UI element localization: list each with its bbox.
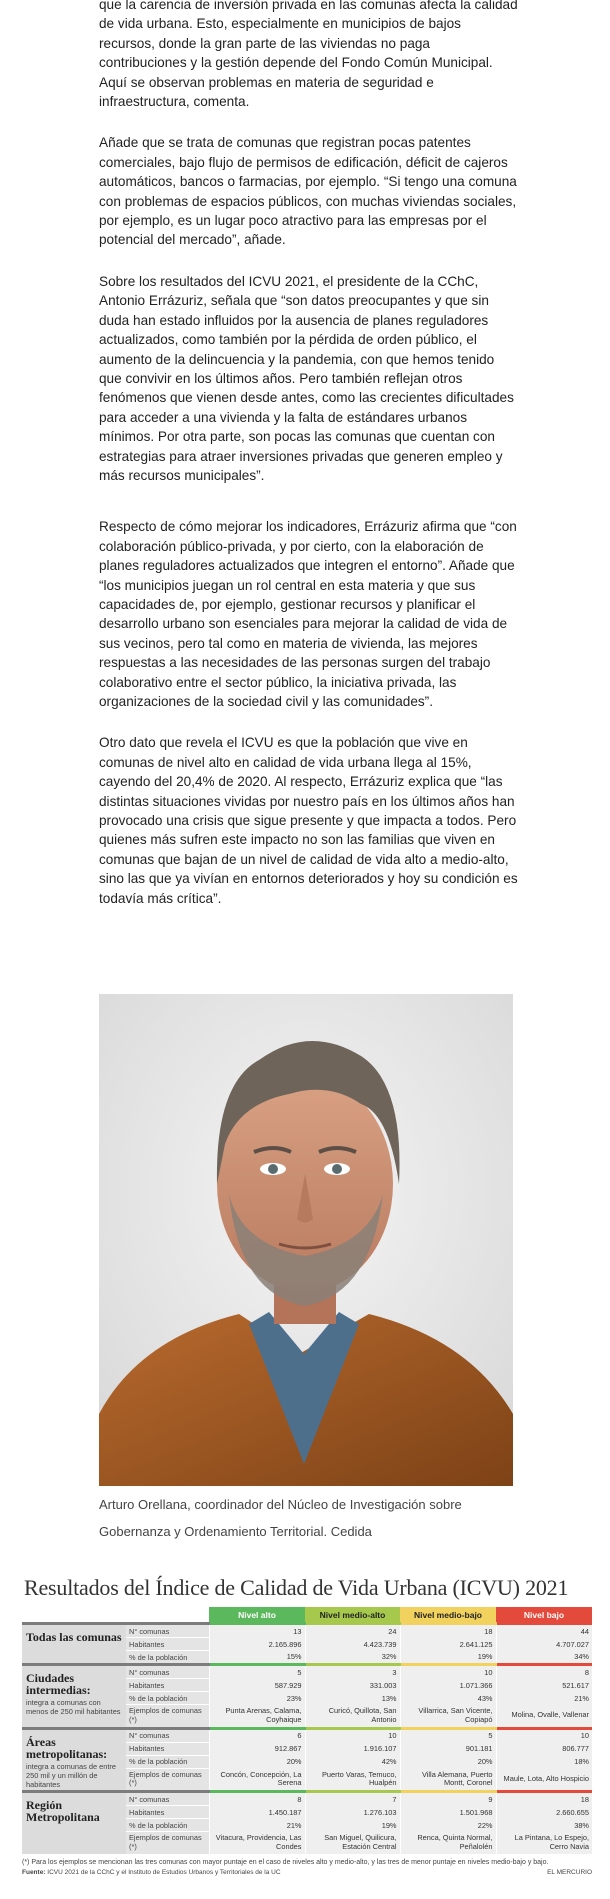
icvu-table — [22, 1607, 592, 1854]
row-label-ejemplos: Ejemplos de comunas (*) — [126, 1768, 209, 1792]
row-label-habitantes: Habitantes — [126, 1679, 209, 1692]
row-label-poblacion: % de la población — [126, 1692, 209, 1705]
source-label: Fuente: — [22, 1868, 46, 1876]
cell-habitantes: 4.423.739 — [305, 1638, 400, 1651]
row-label-poblacion: % de la población — [126, 1755, 209, 1768]
cell-poblacion: 23% — [209, 1692, 305, 1705]
cell-comunas: 8 — [209, 1792, 305, 1806]
table-row — [22, 1624, 592, 1638]
cell-comunas: 5 — [400, 1728, 496, 1742]
row-label-habitantes: Habitantes — [126, 1638, 209, 1651]
group-description: integra a comunas de entre 250 mil y un millón de habitantes — [26, 1761, 116, 1789]
cell-poblacion: 42% — [305, 1755, 400, 1768]
cell-ejemplos: Vitacura, Providencia, Las Condes — [209, 1832, 305, 1854]
cell-comunas: 10 — [496, 1728, 592, 1742]
cell-poblacion: 19% — [305, 1819, 400, 1832]
header-nivel-alto: Nivel alto — [209, 1607, 305, 1624]
cell-poblacion: 38% — [496, 1819, 592, 1832]
cell-comunas: 8 — [496, 1665, 592, 1679]
group-name: Ciudades intermedias: — [26, 1671, 91, 1697]
table-row — [22, 1728, 592, 1742]
article-paragraph-4: Respecto de cómo mejorar los indicadores, Errázuriz afirma que “con colaboración público-privada, y por cierto, con la elaboración de planes reguladores actualizados que integren el entorno”. Añade que “los municipios juegan un rol central en esta materia y que sus capacidades de, por ejemplo, gestionar recursos y planificar el desarrollo urbano son esenciales para mejorar la calidad de vida de sus vecinos, pero tal como en materia de vivienda, las mejores respuestas a las necesidades de las personas surgen del trabajo colaborativo entre el sector público, la iniciativa privada, las organizaciones de la sociedad civil y las comunidades”. — [99, 519, 517, 709]
cell-habitantes: 331.003 — [305, 1679, 400, 1692]
cell-comunas: 18 — [400, 1624, 496, 1638]
group-cell — [22, 1665, 126, 1729]
cell-habitantes: 587.929 — [209, 1679, 305, 1692]
cell-ejemplos: Maule, Lota, Alto Hospicio — [496, 1768, 592, 1792]
cell-poblacion: 15% — [209, 1651, 305, 1665]
cell-ejemplos: Curicó, Quillota, San Antonio — [305, 1705, 400, 1729]
header-nivel-bajo: Nivel bajo — [496, 1607, 592, 1624]
cell-habitantes: 2.165.896 — [209, 1638, 305, 1651]
cell-comunas: 10 — [400, 1665, 496, 1679]
cell-poblacion: 32% — [305, 1651, 400, 1665]
cell-habitantes: 2.660.655 — [496, 1806, 592, 1819]
cell-poblacion: 18% — [496, 1755, 592, 1768]
row-label-comunas: N° comunas — [126, 1624, 209, 1638]
cell-ejemplos: Villarrica, San Vicente, Copiapó — [400, 1705, 496, 1729]
source-text: ICVU 2021 de la CChC y el Instituto de Estudios Urbanos y Territoriales de la UC — [47, 1868, 281, 1876]
row-label-ejemplos: Ejemplos de comunas (*) — [126, 1832, 209, 1854]
article-paragraph-5: Otro dato que revela el ICVU es que la población que vive en comunas de nivel alto en calidad de vida urbana llega al 15%, cayendo del 20,4% de 2020. Al respecto, Errázuriz explica que “las distintas situaciones vividas por nuestro país en los últimos años han provocado una crisis que sigue presente y que impacta a todos. Pero quienes más sufren este impacto no son las familias que viven en comunas que bajan de un nivel de calidad de vida alto a medio-alto, sino las que ya vivían en entornos deteriorados y hoy su condición es todavía más crítica”. — [99, 735, 518, 906]
cell-poblacion: 22% — [400, 1819, 496, 1832]
group-name: Región Metropolitana — [26, 1798, 100, 1824]
cell-poblacion: 43% — [400, 1692, 496, 1705]
cell-comunas: 44 — [496, 1624, 592, 1638]
cell-poblacion: 21% — [209, 1819, 305, 1832]
cell-comunas: 9 — [400, 1792, 496, 1806]
cell-comunas: 10 — [305, 1728, 400, 1742]
group-cell — [22, 1728, 126, 1792]
cell-ejemplos: Renca, Quinta Normal, Peñalolén — [400, 1832, 496, 1854]
cell-comunas: 18 — [496, 1792, 592, 1806]
cell-habitantes: 912.867 — [209, 1742, 305, 1755]
row-label-poblacion: % de la población — [126, 1819, 209, 1832]
cell-poblacion: 20% — [400, 1755, 496, 1768]
cell-ejemplos: La Pintana, Lo Espejo, Cerro Navia — [496, 1832, 592, 1854]
cell-comunas: 13 — [209, 1624, 305, 1638]
cell-habitantes: 1.276.103 — [305, 1806, 400, 1819]
cell-habitantes: 901.181 — [400, 1742, 496, 1755]
cell-ejemplos: Puerto Varas, Temuco, Hualpén — [305, 1768, 400, 1792]
group-name: Áreas metropolitanas: — [26, 1734, 108, 1761]
cell-habitantes: 806.777 — [496, 1742, 592, 1755]
cell-ejemplos: Molina, Ovalle, Vallenar — [496, 1705, 592, 1729]
row-label-comunas: N° comunas — [126, 1665, 209, 1679]
row-label-ejemplos: Ejemplos de comunas (*) — [126, 1705, 209, 1729]
header-nivel-medio-bajo: Nivel medio-bajo — [400, 1607, 496, 1624]
group-cell — [22, 1624, 126, 1665]
group-name: Todas las comunas — [26, 1630, 122, 1644]
cell-ejemplos: Concón, Concepción, La Serena — [209, 1768, 305, 1792]
cell-poblacion: 34% — [496, 1651, 592, 1665]
article-body — [99, 0, 519, 930]
cell-habitantes: 2.641.125 — [400, 1638, 496, 1651]
cell-habitantes: 521.617 — [496, 1679, 592, 1692]
row-label-comunas: N° comunas — [126, 1792, 209, 1806]
photo-caption: Arturo Orellana, coordinador del Núcleo de Investigación sobre Gobernanza y Ordenamiento Territorial. Cedida — [99, 1497, 462, 1539]
source-line — [22, 1869, 592, 1876]
cell-comunas: 24 — [305, 1624, 400, 1638]
cell-ejemplos: Villa Alemana, Puerto Montt, Coronel — [400, 1768, 496, 1792]
cell-ejemplos: Punta Arenas, Calama, Coyhaique — [209, 1705, 305, 1729]
cell-habitantes: 1.916.107 — [305, 1742, 400, 1755]
group-description: integra a comunas con menos de 250 mil habitantes — [26, 1698, 121, 1716]
row-label-habitantes: Habitantes — [126, 1742, 209, 1755]
article-paragraph-1: que la carencia de inversión privada en las comunas afecta la calidad de vida urbana. Esto, especialmente en municipios de bajos recursos, donde la gran parte de las viviendas no paga contribuciones y la gestión depende del Fondo Común Municipal. Aquí se observan problemas en materia de seguridad e infraestructura, comenta. — [99, 0, 518, 110]
article-paragraph-3: Sobre los resultados del ICVU 2021, el presidente de la CChC, Antonio Errázuriz, señala que “son datos preocupantes y que sin duda han estado influidos por la ausencia de planes reguladores actualizados, como también por la pérdida de orden público, el aumento de la delincuencia y la pandemia, con que hemos tenido que convivir en los últimos años. Pero también reflejan otros fenómenos que vienen desde antes, como las crecientes dificultades para acceder a una vivienda y la falta de estándares urbanos mínimos. Por otra parte, son pocas las comunas que cuentan con estrategias para atraer inversiones privadas que generen empleo y más recursos municipales”. — [99, 273, 514, 483]
infographic-title: Resultados del Índice de Calidad de Vida Urbana (ICVU) 2021 — [24, 1575, 569, 1600]
table-row — [22, 1792, 592, 1806]
publisher-name: EL MERCURIO — [547, 1868, 592, 1876]
portrait-photo — [99, 994, 513, 1486]
cell-habitantes: 1.501.968 — [400, 1806, 496, 1819]
cell-comunas: 6 — [209, 1728, 305, 1742]
cell-comunas: 5 — [209, 1665, 305, 1679]
cell-comunas: 3 — [305, 1665, 400, 1679]
cell-comunas: 7 — [305, 1792, 400, 1806]
portrait-illustration — [99, 994, 513, 1486]
cell-habitantes: 1.450.187 — [209, 1806, 305, 1819]
row-label-poblacion: % de la población — [126, 1651, 209, 1665]
cell-poblacion: 13% — [305, 1692, 400, 1705]
table-row — [22, 1665, 592, 1679]
row-label-comunas: N° comunas — [126, 1728, 209, 1742]
cell-poblacion: 21% — [496, 1692, 592, 1705]
header-nivel-medio-alto: Nivel medio-alto — [305, 1607, 400, 1624]
cell-poblacion: 20% — [209, 1755, 305, 1768]
cell-ejemplos: San Miguel, Quilicura, Estación Central — [305, 1832, 400, 1854]
cell-poblacion: 19% — [400, 1651, 496, 1665]
cell-habitantes: 4.707.027 — [496, 1638, 592, 1651]
group-cell — [22, 1792, 126, 1854]
row-label-habitantes: Habitantes — [126, 1806, 209, 1819]
cell-habitantes: 1.071.366 — [400, 1679, 496, 1692]
table-footnote: (*) Para los ejemplos se mencionan las tres comunas con mayor puntaje en el caso de niveles alto y medio-alto, y las tres de menor puntaje en niveles medio-bajo y bajo. — [22, 1858, 549, 1866]
icvu-infographic — [22, 1575, 592, 1876]
article-paragraph-2: Añade que se trata de comunas que registran pocas patentes comerciales, bajo flujo de permisos de edificación, déficit de cajeros automáticos, bancos o farmacias, por ejemplo. “Si tengo una comuna con problemas de espacios públicos, con muchas viviendas sociales, por ejemplo, es un lugar poco atractivo para las empresas por el potencial del mercado”, añade. — [99, 135, 517, 248]
